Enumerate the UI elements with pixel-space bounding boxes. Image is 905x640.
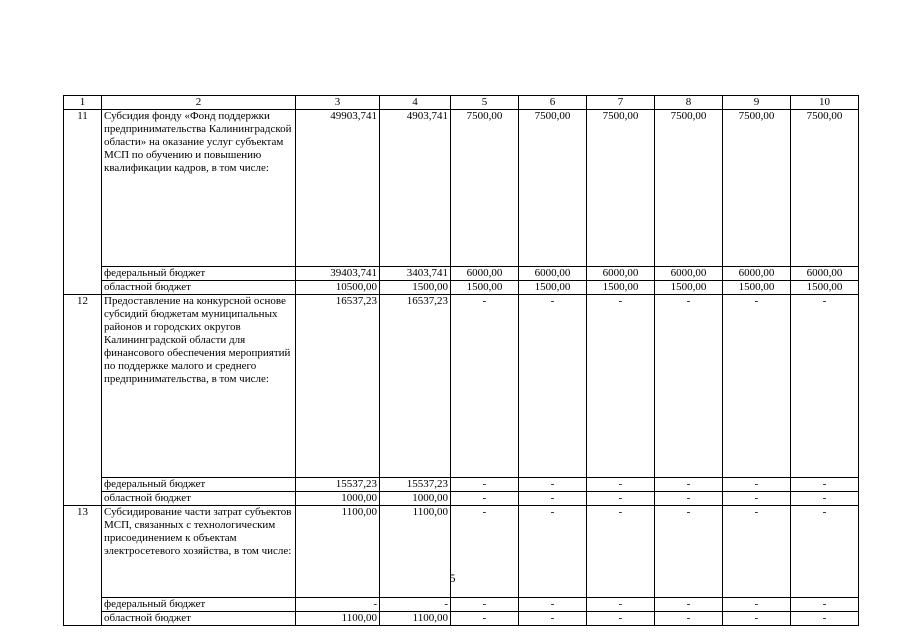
value-cell: - — [655, 295, 723, 478]
value-cell: - — [655, 598, 723, 612]
value-cell: 49903,741 — [296, 110, 380, 267]
sub-row — [64, 492, 859, 506]
value-cell: - — [791, 612, 859, 626]
sub-row-label-cell: федеральный бюджет — [102, 598, 296, 612]
value-cell: 1500,00 — [451, 281, 519, 295]
value-cell: 6000,00 — [519, 267, 587, 281]
header-cell: 6 — [519, 96, 587, 110]
value-cell: - — [519, 295, 587, 478]
header-cell: 1 — [64, 96, 102, 110]
value-cell: - — [451, 612, 519, 626]
value-cell: 1100,00 — [380, 612, 451, 626]
value-cell: - — [587, 295, 655, 478]
value-cell: 1100,00 — [380, 506, 451, 598]
sub-row — [64, 598, 859, 612]
value-cell: 1500,00 — [791, 281, 859, 295]
sub-row — [64, 281, 859, 295]
value-cell: 16537,23 — [296, 295, 380, 478]
value-cell: - — [519, 506, 587, 598]
value-cell: 7500,00 — [723, 110, 791, 267]
value-cell: - — [519, 492, 587, 506]
value-cell: 1100,00 — [296, 506, 380, 598]
value-cell: 1500,00 — [723, 281, 791, 295]
value-cell: - — [519, 598, 587, 612]
value-cell: 16537,23 — [380, 295, 451, 478]
table-row — [64, 295, 859, 478]
sub-row-label-cell: федеральный бюджет — [102, 267, 296, 281]
row-description-cell: Субсидирование части затрат субъектов МСП, связанных с технологическим присоединением к объектам электросетевого хозяйства, в том числе: — [102, 506, 296, 598]
value-cell: - — [451, 598, 519, 612]
sub-row-label-cell: областной бюджет — [102, 612, 296, 626]
row-number-cell: 11 — [64, 110, 102, 295]
value-cell: 1000,00 — [296, 492, 380, 506]
value-cell: - — [519, 612, 587, 626]
value-cell: - — [723, 612, 791, 626]
value-cell: 15537,23 — [296, 478, 380, 492]
value-cell: 7500,00 — [451, 110, 519, 267]
value-cell: 6000,00 — [723, 267, 791, 281]
header-cell: 7 — [587, 96, 655, 110]
header-cell: 5 — [451, 96, 519, 110]
sub-row-label-cell: федеральный бюджет — [102, 478, 296, 492]
header-row — [64, 96, 859, 110]
sub-row-label-cell: областной бюджет — [102, 281, 296, 295]
header-cell: 4 — [380, 96, 451, 110]
value-cell: - — [587, 478, 655, 492]
row-description-cell: Предоставление на конкурсной основе субсидий бюджетам муниципальных районов и городских округов Калининградской области для финансового обеспечения мероприятий по поддержке малого и среднего предпринимательства, в том числе: — [102, 295, 296, 478]
value-cell: 1000,00 — [380, 492, 451, 506]
value-cell: 7500,00 — [587, 110, 655, 267]
budget-table — [63, 95, 859, 626]
value-cell: - — [451, 478, 519, 492]
value-cell: 4903,741 — [380, 110, 451, 267]
value-cell: 1500,00 — [587, 281, 655, 295]
header-cell: 9 — [723, 96, 791, 110]
sub-row — [64, 612, 859, 626]
row-number-cell: 13 — [64, 506, 102, 626]
value-cell: - — [791, 492, 859, 506]
value-cell: - — [655, 478, 723, 492]
value-cell: - — [791, 295, 859, 478]
value-cell: 39403,741 — [296, 267, 380, 281]
value-cell: - — [587, 598, 655, 612]
sub-row-label-cell: областной бюджет — [102, 492, 296, 506]
value-cell: - — [587, 492, 655, 506]
value-cell: - — [791, 506, 859, 598]
row-number-cell: 12 — [64, 295, 102, 506]
value-cell: - — [723, 478, 791, 492]
row-description-cell: Субсидия фонду «Фонд поддержки предпринимательства Калининградской области» на оказание услуг субъектам МСП по обучению и повышению квалификации кадров, в том числе: — [102, 110, 296, 267]
value-cell: 15537,23 — [380, 478, 451, 492]
value-cell: 6000,00 — [791, 267, 859, 281]
header-cell: 10 — [791, 96, 859, 110]
value-cell: - — [723, 295, 791, 478]
value-cell: 7500,00 — [791, 110, 859, 267]
value-cell: 6000,00 — [655, 267, 723, 281]
value-cell: - — [380, 598, 451, 612]
value-cell: - — [655, 492, 723, 506]
header-cell: 3 — [296, 96, 380, 110]
value-cell: - — [451, 506, 519, 598]
sub-row — [64, 478, 859, 492]
value-cell: 1100,00 — [296, 612, 380, 626]
value-cell: 1500,00 — [655, 281, 723, 295]
table-body — [64, 96, 859, 626]
value-cell: - — [451, 295, 519, 478]
value-cell: - — [451, 492, 519, 506]
value-cell: - — [655, 612, 723, 626]
value-cell: - — [655, 506, 723, 598]
page-number: 5 — [449, 571, 456, 585]
value-cell: 7500,00 — [655, 110, 723, 267]
value-cell: 1500,00 — [380, 281, 451, 295]
header-cell: 8 — [655, 96, 723, 110]
value-cell: 7500,00 — [519, 110, 587, 267]
value-cell: 3403,741 — [380, 267, 451, 281]
value-cell: 1500,00 — [519, 281, 587, 295]
value-cell: 10500,00 — [296, 281, 380, 295]
sub-row — [64, 267, 859, 281]
value-cell: 6000,00 — [587, 267, 655, 281]
table-row — [64, 110, 859, 267]
value-cell: - — [791, 598, 859, 612]
value-cell: - — [587, 506, 655, 598]
header-cell: 2 — [102, 96, 296, 110]
value-cell: - — [723, 598, 791, 612]
value-cell: - — [723, 506, 791, 598]
value-cell: - — [519, 478, 587, 492]
value-cell: - — [296, 598, 380, 612]
value-cell: - — [791, 478, 859, 492]
value-cell: - — [587, 612, 655, 626]
value-cell: 6000,00 — [451, 267, 519, 281]
value-cell: - — [723, 492, 791, 506]
